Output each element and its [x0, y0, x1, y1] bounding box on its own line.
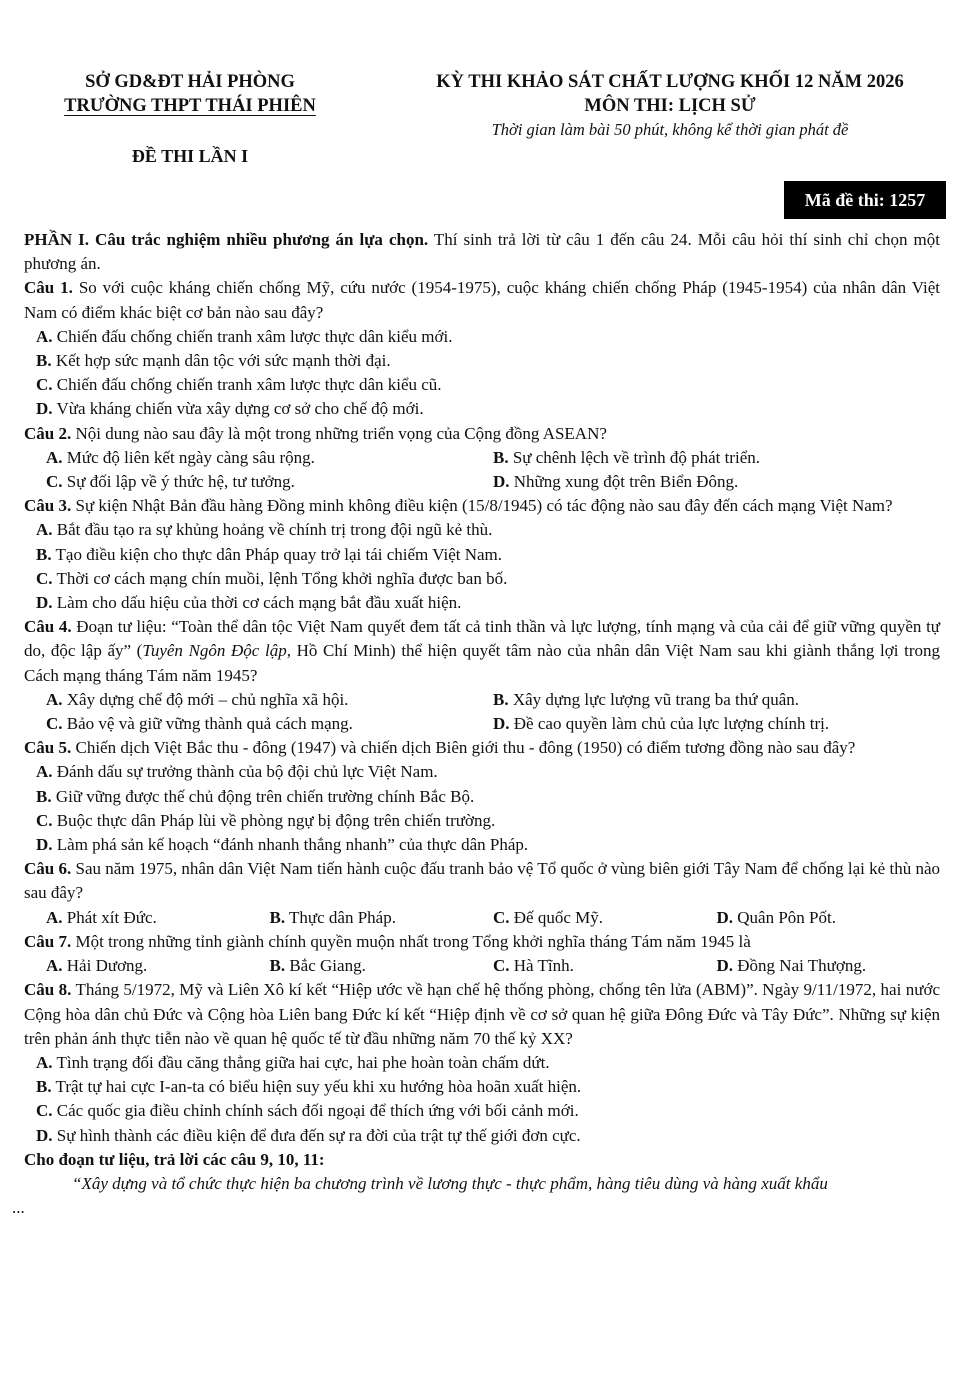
question-text: So với cuộc kháng chiến chống Mỹ, cứu nước (1954-1975), cuộc kháng chiến chống Pháp (1945-1954) của nhân dân Việt Nam có điểm khác biệt cơ bản nào sau đây? [24, 278, 941, 322]
question-3: Câu 3. Sự kiện Nhật Bản đầu hàng Đồng minh không điều kiện (15/8/1945) có tác động nào sau đây đến cách mạng Việt Nam? [24, 496, 893, 516]
option-3d: D. Làm cho dấu hiệu của thời cơ cách mạng bắt đầu xuất hiện. [36, 593, 462, 613]
option-4b: B. Xây dựng lực lượng vũ trang ba thứ quân. [493, 689, 799, 709]
exam-time-note: Thời gian làm bài 50 phút, không kể thời gian phát đề [491, 120, 849, 139]
passage-ellipsis: ... [12, 1198, 25, 1218]
exam-round: ĐỀ THI LẦN I [131, 146, 249, 166]
option-3b: B. Tạo điều kiện cho thực dân Pháp quay trở lại tái chiếm Việt Nam. [36, 544, 503, 564]
option-8c: C. Các quốc gia điều chỉnh chính sách đối ngoại để thích ứng với bối cảnh mới. [36, 1101, 579, 1121]
question-1 [24, 276, 940, 324]
option-2b: B. Sự chênh lệch về trình độ phát triển. [493, 447, 760, 467]
passage-title: Cho đoạn tư liệu, trả lời các câu 9, 10, 11: [24, 1149, 325, 1169]
options-row [46, 470, 940, 494]
options-row [46, 954, 940, 978]
question-4: Câu 4. Đoạn tư liệu: “Toàn thể dân tộc Việt Nam quyết đem tất cả tinh thần và lực lượng, tính mạng và của cải để giữ vững quyền tự do, độc lập ấy” (Tuyên Ngôn Độc lập, Hồ Chí Minh) thể hiện quyết tâm nào của nhân dân Việt Nam sau khi giành thắng lợi trong Cách mạng tháng Tám năm 1945? [24, 617, 941, 685]
option-2a: A. Mức độ liên kết ngày càng sâu rộng. [46, 447, 315, 467]
options-row [46, 712, 940, 736]
option-6a: A. Phát xít Đức. [46, 907, 157, 927]
option-6b: B. Thực dân Pháp. [269, 907, 396, 927]
question-6: Câu 6. Sau năm 1975, nhân dân Việt Nam tiến hành cuộc đấu tranh bảo vệ Tổ quốc ở vùng biên giới Tây Nam để chống lại kẻ thù nào sau đây? [24, 859, 941, 903]
passage-quote: “Xây dựng và tổ chức thực hiện ba chương trình về lương thực - thực phẩm, hàng tiêu dùng và hàng xuất khẩu [72, 1173, 828, 1193]
option-1b: B. Kết hợp sức mạnh dân tộc với sức mạnh thời đại. [36, 351, 391, 371]
option-7a: A. Hải Dương. [46, 956, 148, 976]
option-1c: C. Chiến đấu chống chiến tranh xâm lược thực dân kiểu cũ. [36, 375, 442, 395]
option-7c: C. Hà Tĩnh. [493, 956, 574, 976]
exam-header [375, 70, 965, 142]
exam-title: KỲ THI KHẢO SÁT CHẤT LƯỢNG KHỐI 12 NĂM 2026 [436, 72, 904, 92]
options-row [46, 446, 940, 470]
question-2: Câu 2. Nội dung nào sau đây là một trong những triển vọng của Cộng đồng ASEAN? [24, 423, 607, 443]
department-name: SỞ GD&ĐT HẢI PHÒNG [85, 72, 295, 92]
option-6d: D. Quân Pôn Pốt. [716, 907, 836, 927]
option-3a: A. Bắt đầu tạo ra sự khủng hoảng về chính trị trong đội ngũ kẻ thù. [36, 520, 493, 540]
option-6c: C. Đế quốc Mỹ. [493, 907, 604, 927]
option-5b: B. Giữ vững được thế chủ động trên chiến trường chính Bắc Bộ. [36, 786, 475, 806]
option-5d: D. Làm phá sản kế hoạch “đánh nhanh thắng nhanh” của thực dân Pháp. [36, 835, 529, 855]
exam-code-badge: Mã đề thi: 1257 [784, 181, 946, 219]
school-header [20, 70, 360, 118]
option-1a: A. Chiến đấu chống chiến tranh xâm lược thực dân kiểu mới. [36, 326, 453, 346]
option-4d: D. Đề cao quyền làm chủ của lực lượng chính trị. [493, 714, 830, 734]
option-5c: C. Buộc thực dân Pháp lùi về phòng ngự bị động trên chiến trường. [36, 810, 496, 830]
question-number: Câu 1. [24, 278, 73, 298]
options-row [46, 906, 940, 930]
question-8: Câu 8. Tháng 5/1972, Mỹ và Liên Xô kí kết “Hiệp ước về hạn chế hệ thống phòng, chống tên lửa (ABM)”. Ngày 9/11/1972, hai nước Cộng hòa dân chủ Đức và Cộng hòa Liên bang Đức kí kết “Hiệp định về cơ sở quan hệ giữa Đông Đức và Tây Đức”. Những sự kiện trên phản ánh thực tiễn nào về quan hệ quốc tế từ đầu những năm 70 thế kỷ XX? [24, 980, 940, 1048]
option-8d: D. Sự hình thành các điều kiện để đưa đến sự ra đời của trật tự thế giới đơn cực. [36, 1125, 581, 1145]
question-5: Câu 5. Chiến dịch Việt Bắc thu - đông (1947) và chiến dịch Biên giới thu - đông (1950) có điểm tương đồng nào sau đây? [24, 738, 856, 758]
part1-title: PHẦN I. Câu trắc nghiệm nhiều phương án lựa chọn. [24, 230, 429, 249]
option-4a: A. Xây dựng chế độ mới – chủ nghĩa xã hội. [46, 689, 349, 709]
option-1d: D. Vừa kháng chiến vừa xây dựng cơ sở cho chế độ mới. [36, 399, 424, 419]
option-8a: A. Tình trạng đối đầu căng thẳng giữa hai cực, hai phe hoàn toàn chấm dứt. [36, 1052, 550, 1072]
part1-heading [24, 228, 940, 276]
option-4c: C. Bảo vệ và giữ vững thành quả cách mạng. [46, 714, 353, 734]
exam-body [12, 228, 941, 1220]
part1-instruction: Thí sinh trả lời từ câu 1 đến câu 24. Mỗi câu hỏi thí sinh chỉ chọn một phương án. [24, 230, 940, 274]
school-name: TRƯỜNG THPT THÁI PHIÊN [64, 96, 316, 116]
option-3c: C. Thời cơ cách mạng chín muồi, lệnh Tổng khởi nghĩa được ban bố. [36, 568, 508, 588]
option-5a: A. Đánh dấu sự trưởng thành của bộ đội chủ lực Việt Nam. [36, 762, 438, 782]
options-row [46, 688, 940, 712]
question-7: Câu 7. Một trong những tỉnh giành chính quyền muộn nhất trong Tổng khởi nghĩa tháng Tám năm 1945 là [24, 931, 751, 951]
option-2d: D. Những xung đột trên Biển Đông. [493, 472, 739, 492]
option-7d: D. Đồng Nai Thượng. [716, 956, 867, 976]
option-7b: B. Bắc Giang. [269, 956, 366, 976]
exam-subject: MÔN THI: LỊCH SỬ [584, 96, 756, 116]
option-2c: C. Sự đối lập về ý thức hệ, tư tưởng. [46, 472, 295, 492]
option-8b: B. Trật tự hai cực I-an-ta có biểu hiện suy yếu khi xu hướng hòa hoãn xuất hiện. [36, 1077, 582, 1097]
